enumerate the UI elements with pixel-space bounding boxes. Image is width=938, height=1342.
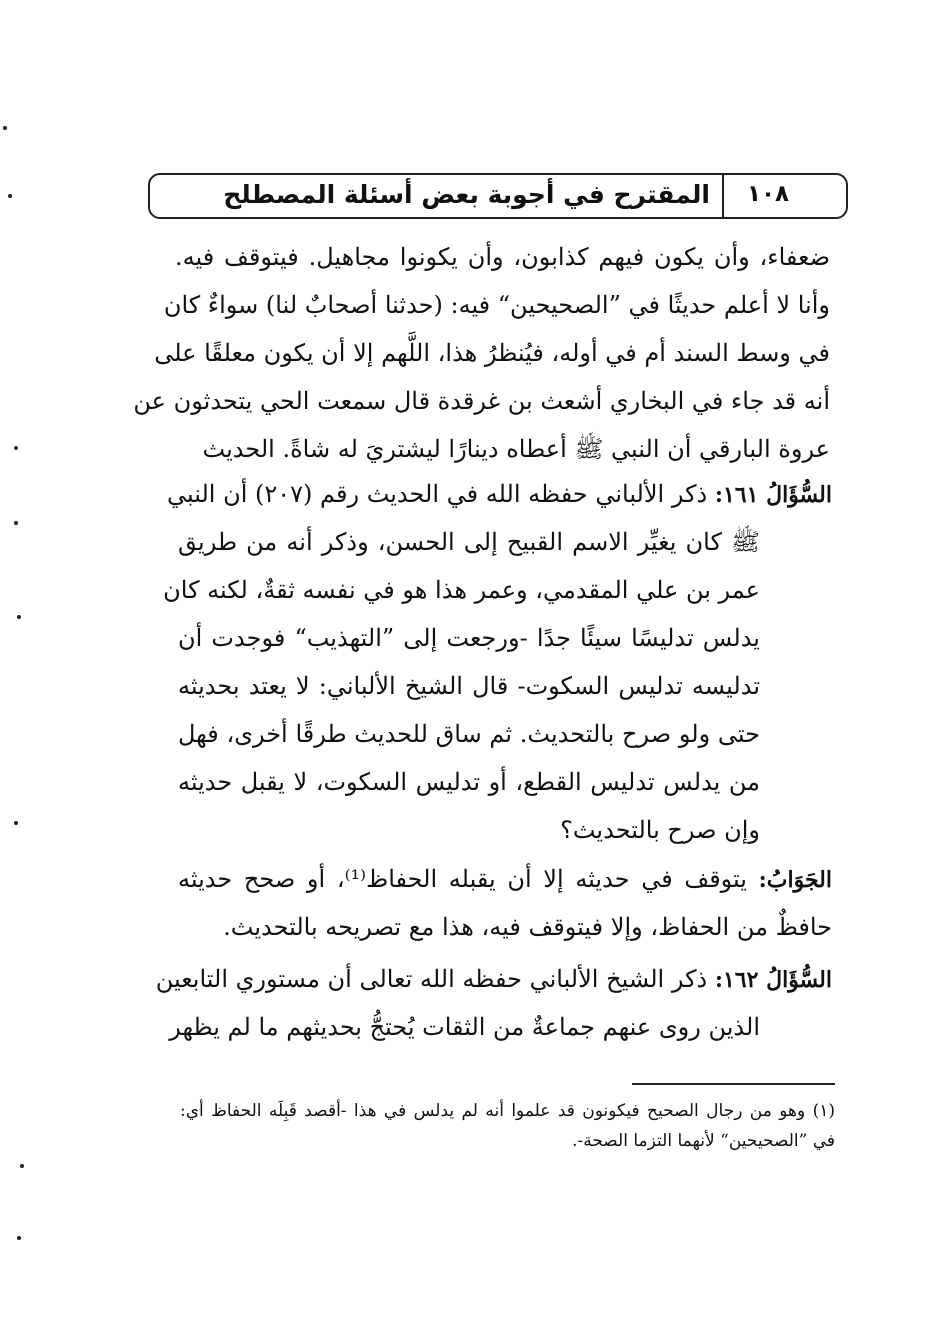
page-number: ١٠٨ — [746, 181, 790, 207]
text-line: في وسط السند أم في أوله، فيُنظرُ هذا، اللَّهم إلا أن يكون معلقًا على — [154, 339, 830, 367]
running-title: المقترح في أجوبة بعض أسئلة المصطلح — [223, 180, 710, 209]
question-161 — [163, 470, 832, 854]
footnote-line: (١) وهو من رجال الصحيح فيكونون قد علموا أنه لم يدلس في هذا -أقصد قَبِلَه الحفاظ أي: — [180, 1101, 835, 1121]
text-line: يتوقف في حديثه إلا أن يقبله الحفاظ⁽¹⁾، أو صحح حديثه — [178, 865, 747, 893]
text-line: أنه قد جاء في البخاري أشعث بن غرقدة قال سمعت الحي يتحدثون عن — [133, 387, 830, 415]
text-line: عمر بن علي المقدمي، وعمر هذا هو في نفسه ثقةٌ، لكنه كان — [163, 576, 760, 604]
scan-speck — [17, 1236, 21, 1240]
scan-speck — [3, 126, 7, 130]
scan-speck — [14, 821, 18, 825]
scan-speck — [8, 194, 12, 198]
scan-speck — [14, 446, 18, 450]
text-line: تدليسه تدليس السكوت- قال الشيخ الألباني: لا يعتد بحديثه — [178, 672, 760, 700]
text-line: حتى ولو صرح بالتحديث. ثم ساق للحديث طرقًا أخرى، فهل — [178, 720, 760, 748]
footnote-separator — [632, 1083, 835, 1085]
text-line: عروة البارقي أن النبي ﷺ أعطاه دينارًا ليشتريَ له شاةً. الحديث — [202, 435, 830, 463]
text-line: يدلس تدليسًا سيئًا جدًا -ورجعت إلى ”التهذيب“ فوجدت أن — [178, 624, 760, 652]
answer-first-line — [178, 855, 832, 903]
text-line: وإن صرح بالتحديث؟ — [560, 816, 760, 844]
question-label: السُّؤَالُ ١٦١: — [714, 482, 832, 508]
text-line: الذين روى عنهم جماعةٌ من الثقات يُحتجُّ بحديثهم ما لم يظهر — [169, 1013, 760, 1041]
answer-161 — [178, 855, 832, 951]
text-line: ذكر الشيخ الألباني حفظه الله تعالى أن مستوري التابعين — [155, 965, 708, 993]
scan-speck — [14, 521, 18, 525]
text-line: من يدلس تدليس القطع، أو تدليس السكوت، لا يقبل حديثه — [178, 768, 760, 796]
question-first-line — [155, 955, 832, 1003]
text-line: ضعفاء، وأن يكون فيهم كذابون، وأن يكونوا مجاهيل. فيتوقف فيه. — [175, 243, 830, 271]
scan-speck — [20, 1164, 24, 1168]
answer-label: الجَوَابُ: — [758, 867, 832, 893]
continuation-paragraph — [133, 233, 830, 473]
text-line: ذكر الألباني حفظه الله في الحديث رقم (٢٠٧) أن النبي — [166, 480, 708, 508]
text-line: ﷺ كان يغيِّر الاسم القبيح إلى الحسن، وذكر أنه من طريق — [178, 528, 760, 556]
text-line: حافظٌ من الحفاظ، وإلا فيتوقف فيه، هذا مع تصريحه بالتحديث. — [223, 913, 832, 941]
question-162 — [155, 955, 832, 1051]
question-first-line — [166, 470, 832, 518]
scan-speck — [17, 615, 21, 619]
footnote — [180, 1096, 835, 1156]
question-label: السُّؤَالُ ١٦٢: — [714, 967, 832, 993]
footnote-line: في ”الصحيحين“ لأنهما التزما الصحة-. — [572, 1131, 835, 1151]
text-line: وأنا لا أعلم حديثًا في ”الصحيحين“ فيه: (حدثنا أصحابٌ لنا) سواءٌ كان — [163, 291, 830, 319]
header-divider — [722, 173, 724, 219]
